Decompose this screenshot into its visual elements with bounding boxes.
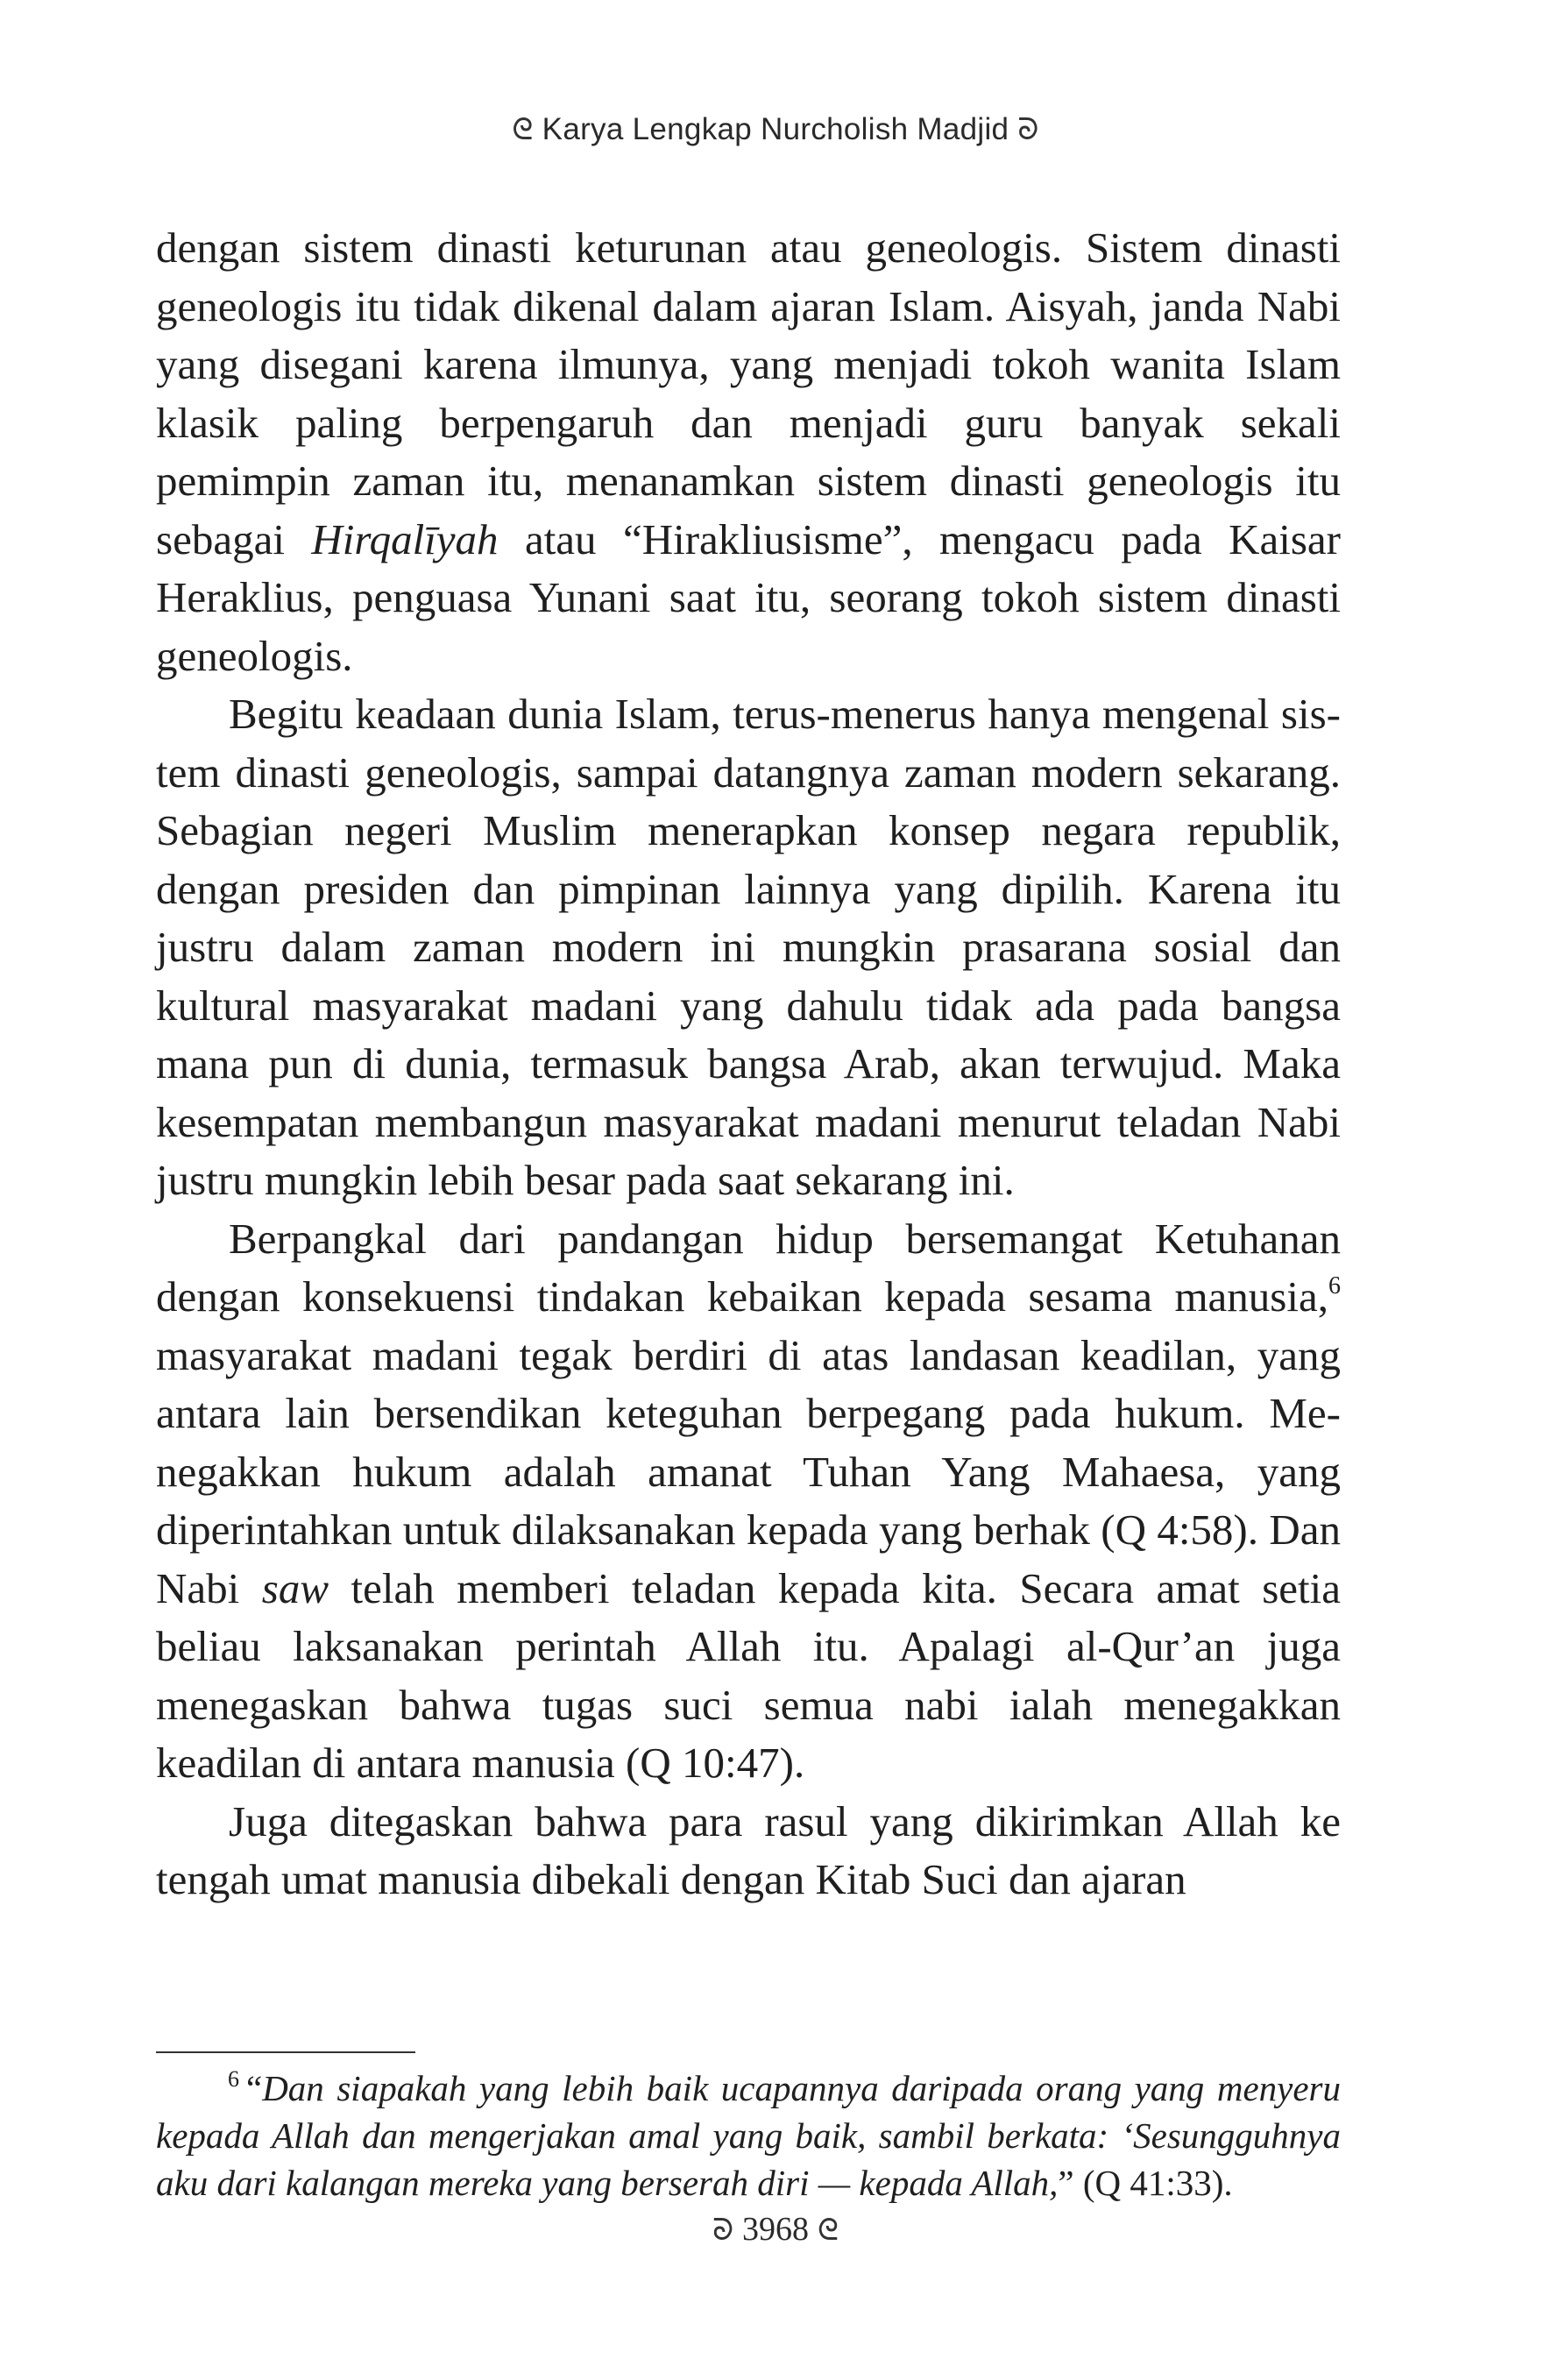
footnote-number: 6 [228, 2066, 239, 2092]
left-ornament-icon: ᘓ [512, 112, 534, 147]
paragraph-text: Berpangkal dari pandangan hidup bersemangat Ketuhanan dengan konsekuensi tindakan kebaikan kepada sesama manusia, [156, 1214, 1341, 1321]
paragraph [156, 219, 1341, 685]
paragraph-text: Juga ditegaskan bahwa para rasul yang dikirimkan Allah ke tengah umat manusia dibekali dengan Kitab Suci dan ajaran [156, 1796, 1341, 1903]
footnote-divider [156, 2051, 415, 2053]
paragraph-text: Begitu keadaan dunia Islam, terus-menerus hanya mengenal sistem dinasti geneologis, sampai datangnya zaman modern sekarang. Sebagian negeri Muslim menerapkan konsep negara republik, dengan presiden dan pimpinan lainnya yang dipilih. Karena itu justru dalam zaman modern ini mungkin prasarana sosial dan kultural masyarakat madani yang dahulu tidak ada pada bangsa mana pun di dunia, termasuk bangsa Arab, akan terwujud. Maka kesempatan membangun masyarakat madani menurut teladan Nabi justru mungkin lebih besar pada saat sekarang ini. [156, 690, 1341, 1204]
folio-right-ornament-icon: ᘓ [818, 2213, 839, 2248]
right-ornament-icon: ᘐ [1017, 112, 1039, 147]
page-folio [0, 2210, 1551, 2249]
paragraph-text: masyarakat madani tegak berdiri di atas landasan keadilan, yang antara lain bersendikan keteguhan berpegang pada hukum. Menegakkan hukum adalah amanat Tuhan Yang Mahaesa, yang diperintahkan untuk dilaksanakan kepada yang berhak (Q 4:58). Dan Nabi [156, 1330, 1341, 1612]
running-head [0, 112, 1551, 147]
footnote-close-quote: ” [1058, 2163, 1074, 2203]
footnote [156, 2065, 1341, 2206]
paragraph [156, 685, 1341, 1210]
paragraph-text: dengan sistem dinasti keturunan atau geneologis. Sistem dinasti geneologis itu tidak dikenal dalam ajaran Islam. Aisyah, janda Nabi yang disegani karena ilmunya, yang menjadi tokoh wanita Islam klasik paling berpengaruh dan menjadi guru banyak sekali pemimpin zaman itu, menanamkan sistem dinasti geneologis itu sebagai [156, 223, 1341, 563]
book-title: Karya Lengkap Nurcholish Madjid [542, 112, 1009, 146]
paragraph-text: telah memberi teladan kepada kita. Secara amat setia beliau laksanakan perintah Allah itu. Apalagi al-Qur’an juga menegaskan bahwa tugas suci semua nabi ialah menegakkan keadilan di antara manusia (Q 10:47). [156, 1563, 1342, 1787]
paragraph-text: atau “Hirakliusisme”, mengacu pada Kaisar Heraklius, penguasa Yunani saat itu, seorang tokoh sistem dinasti geneologis. [156, 514, 1341, 680]
footnote-quote: Dan siapakah yang lebih baik ucapannya daripada orang yang menyeru kepada Allah dan mengerjakan amal yang baik, sambil berkata: ‘Sesungguhnya aku dari kalangan mereka yang berserah diri — kepada Allah, [156, 2068, 1341, 2203]
footnote-reference: (Q 41:33). [1073, 2163, 1233, 2203]
paragraph [156, 1210, 1341, 1793]
italic-term: saw [261, 1563, 329, 1612]
folio-left-ornament-icon: ᘐ [712, 2213, 733, 2248]
page-number: 3968 [742, 2211, 809, 2248]
footnote-reference-mark: 6 [1328, 1272, 1341, 1300]
paragraph [156, 1793, 1341, 1909]
footnote-paragraph [156, 2065, 1341, 2206]
footnote-open-quote: “ [246, 2068, 263, 2108]
italic-term: Hirqalīyah [311, 514, 499, 563]
body-text [156, 219, 1341, 1909]
